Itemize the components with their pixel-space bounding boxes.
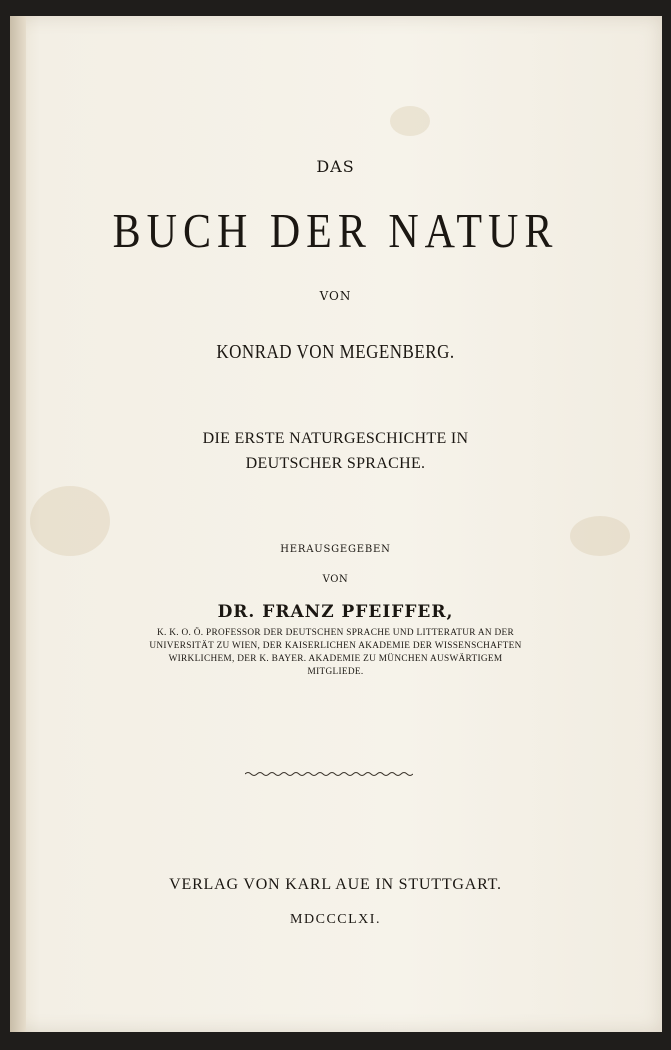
editor-name: DR. FRANZ PFEIFFER, — [217, 602, 454, 622]
decorative-wavy-rule — [245, 771, 413, 777]
von-label: VON — [319, 289, 352, 303]
publication-year: MDCCCLXI. — [290, 912, 381, 927]
title-das: DAS — [316, 157, 355, 176]
editor-description-line-1: K. K. O. Ö. PROFESSOR DER DEUTSCHEN SPRACHE UND LITTERATUR AN DER — [156, 628, 515, 638]
editor-description-line-3: WIRKLICHEM, DER K. BAYER. AKADEMIE ZU MÜNCHEN AUSWÄRTIGEM — [168, 654, 503, 664]
foxing-stain — [390, 106, 430, 136]
herausgegeben-label: HERAUSGEGEBEN — [280, 544, 391, 555]
editor-description-line-2: UNIVERSITÄT ZU WIEN, DER KAISERLICHEN AKADEMIE DER WISSENSCHAFTEN — [149, 641, 522, 651]
von-label-2: VON — [322, 574, 349, 585]
editor-description-line-4: MITGLIEDE. — [307, 667, 364, 677]
subtitle-line-1: DIE ERSTE NATURGESCHICHTE IN — [202, 430, 469, 447]
publisher-line: VERLAG VON KARL AUE IN STUTTGART. — [169, 876, 502, 893]
subtitle-line-2: DEUTSCHER SPRACHE. — [245, 455, 426, 472]
author-name: KONRAD VON MEGENBERG. — [216, 340, 455, 363]
book-title: BUCH DER NATUR — [112, 205, 559, 259]
